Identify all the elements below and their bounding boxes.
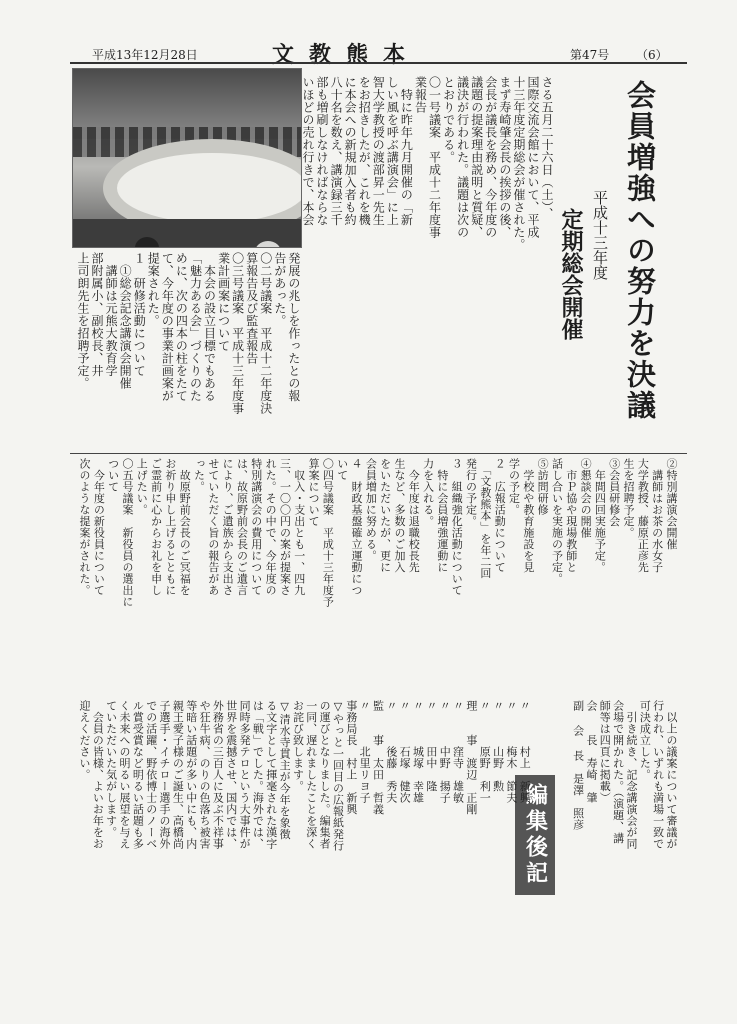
postscript-text-column: 師等は四頁に掲載） <box>598 700 612 804</box>
article-text-column: 生など、多数のご加入 <box>392 458 406 573</box>
page-number: （6） <box>636 48 668 62</box>
article-text-column: 部も増刷しなければならな <box>315 76 330 226</box>
article-text-column: 講師は元熊大教育学 <box>104 252 119 377</box>
article-text-column: 〇三号議案 平成十三年度事 <box>230 252 245 415</box>
postscript-text-column: 会員の皆様、よいお年をお <box>91 700 105 850</box>
article-text-column: 特に昨年九月開催の「新 <box>399 76 414 226</box>
officer-list-column: 監 事 太田 哲義 <box>371 700 385 815</box>
article-text-column: しい風を呼ぶ講演会」に上 <box>385 76 400 226</box>
article-text-column: 智大学教授の渡部昇一先生 <box>371 76 386 226</box>
article-text-column: 〇一号議案 平成十二年度事 <box>427 76 442 239</box>
article-text-column: 国際交流会館において、平成 <box>525 76 540 239</box>
postscript-text-column: 同時多発テロという大事件が <box>238 700 252 850</box>
article-text-column: 〇五号議案 新役員の選出に <box>120 458 134 608</box>
article-text-column: て、今年度の事業計画案が <box>160 252 175 402</box>
article-text-column: 生を招聘予定。 <box>622 458 636 539</box>
article-text-column: 話し合いを実施の予定。 <box>550 458 564 585</box>
postscript-text-column: く未来への明るい展望を与え <box>118 700 132 850</box>
article-text-column: ４ 財政基盤確立運動につ <box>350 458 364 596</box>
officer-list-column: 〃 原野 利一 <box>478 700 492 804</box>
article-text-column: せていただく旨の報告があ <box>206 458 220 596</box>
officer-list-column: 〃 梅木 節夫 <box>504 700 518 804</box>
article-text-column: 特に会員増強運動に <box>435 458 449 573</box>
article-text-column: に本会への新規加入者も約 <box>343 76 358 226</box>
header-rule <box>70 62 687 64</box>
article-text-column: ３ 組織強化活動について <box>450 458 464 596</box>
article-text-column: 会員増加に努める。 <box>364 458 378 562</box>
postscript-text-column: 行われ、いずれも満場一致で <box>651 700 665 850</box>
article-text-column: 学校や教育施設を見 <box>521 458 535 573</box>
article-text-column: 上げたい。 <box>135 458 149 516</box>
postscript-text-column: 引き続き、記念講演会が同 <box>624 700 638 850</box>
article-text-column: 今年度の新役員について <box>92 458 106 596</box>
article-text-column: ⑤訪問研修 <box>536 458 550 516</box>
article-subhead-year: 平成十三年度 <box>591 190 609 280</box>
officer-list-column: 理 事 渡辺 正剛 <box>464 700 478 815</box>
article-text-column: 年間四回実施予定。 <box>593 458 607 573</box>
postscript-text-column: る文字として揮毫された漢字 <box>264 700 278 850</box>
postscript-text-column: ていただいた気がします。 <box>104 700 118 838</box>
article-text-column: 算報告及び監査報告 <box>244 252 259 365</box>
article-text-column: れた。その中で、今年度の <box>264 458 278 596</box>
article-text-column: ④懇談会の開催 <box>579 458 593 539</box>
article-text-column: いて <box>335 458 349 481</box>
postscript-text-column: ▽清水寺貫主が今年を象徴 <box>278 700 292 840</box>
article-text-column: ついて <box>106 458 120 493</box>
article-text-column: 業報告 <box>413 76 428 114</box>
article-text-column: 講師はお茶の水女子 <box>650 458 664 573</box>
article-text-column: 次のような提案がされた。 <box>78 458 91 596</box>
article-text-column: 本会の設立目標でもある <box>202 252 217 402</box>
postscript-text-column: 以上の議案について審議が <box>665 700 678 850</box>
officer-list-column: 〃 田中 隆 <box>424 700 438 792</box>
article-text-column: 〇二号議案 平成十二年度決 <box>258 252 273 415</box>
article-text-column: は、故原野前会長のご遺言 <box>235 458 249 596</box>
article-text-column: 市Ｐ協や現場教師と <box>564 458 578 573</box>
postscript-text-column: ▽やっと一回目の広報紙発行 <box>331 700 345 852</box>
article-text-column: ③会員研修会 <box>607 458 621 527</box>
article-text-column: １ 研修活動について <box>132 252 147 377</box>
article-text-column: 上司朗先生を招聘予定。 <box>76 252 90 390</box>
article-text-column: 議決が行われた。議題は次の <box>455 76 470 239</box>
officer-list-column: 〃 北里リヨ子 <box>358 700 372 804</box>
article-text-column: 「魅力ある会」づくりのた <box>188 252 203 402</box>
postscript-text-column: での活躍、野依博士のノーベ <box>144 700 158 850</box>
article-text-column: まず寿崎肇会長の挨拶の後、 <box>497 76 512 239</box>
article-text-column: ２ 広報活動について <box>493 458 507 573</box>
officer-list-column: 〃 窪寺 雄敏 <box>451 700 465 804</box>
article-text-column: 業計画案について <box>216 252 231 352</box>
article-text-column: ①総会記念講演会開催 <box>118 252 133 390</box>
postscript-text-column: 会場で開かれた。（演題、講 <box>611 700 625 844</box>
postscript-text-column: 等暗い話題が多い中にも、内 <box>184 700 198 850</box>
newsletter-title: 文教熊本 <box>272 42 421 68</box>
postscript-text-column: ル賞受賞など明るい話題も多 <box>131 700 145 850</box>
postscript-text-column: 外務省の三百人に及ぶ不祥事 <box>211 700 225 850</box>
article-text-column: 告があった。 <box>272 252 287 327</box>
article-text-column: 大学教授、藤原正彦先 <box>636 458 650 573</box>
postscript-text-column: 子選手・イチロー選手の海外 <box>158 700 172 850</box>
postscript-text-column: 世界を震撼させ、国内では、 <box>224 700 238 850</box>
officer-list-column: 〃 石塚 健次 <box>398 700 412 804</box>
officer-list-column: 副 会 長 是澤 照彦 <box>571 700 585 831</box>
article-text-column: いほどの売れ行きで、本会 <box>300 76 315 226</box>
article-text-column: 収入・支出とも一、四九 <box>292 458 306 596</box>
officer-list-column: 〃 山野 勲 <box>491 700 505 792</box>
postscript-text-column: 一同、遅れましたことを深く <box>304 700 318 850</box>
article-text-column: 今年度は退職校長先 <box>407 458 421 573</box>
postscript-text-column: の運びとなりました。編集者 <box>318 700 332 850</box>
postscript-text-column: 可決成立した。 <box>638 700 652 781</box>
article-text-column: ②特別講演会開催 <box>665 458 678 550</box>
officer-list-column: 〃 城塚 幸雄 <box>411 700 425 804</box>
article-text-column: 発行の予定。 <box>464 458 478 527</box>
postscript-text-column: は「戦」でした。海外では、 <box>251 700 265 850</box>
issue-number: 第47号 <box>570 48 610 62</box>
article-text-column: 八十名を数え、講演録三千 <box>329 76 344 226</box>
article-text-column: 故原野前会長のご冥福を <box>178 458 192 596</box>
issue-date: 平成13年12月28日 <box>92 48 198 62</box>
postscript-text-column: や狂牛病、のりの色落ち被害 <box>198 700 212 850</box>
section-divider <box>70 453 687 454</box>
article-text-column: 〇四号議案 平成十三年度予 <box>321 458 335 608</box>
article-text-column: 三、一〇〇円の案が提案さ <box>278 458 292 596</box>
article-text-column: お祈り申し上げるとともに <box>163 458 177 596</box>
postscript-text-column: お詫び致します。 <box>291 700 305 792</box>
officer-list-column: 事務局長 村上 新興 <box>344 700 358 815</box>
article-text-column: とおりである。 <box>441 76 456 164</box>
article-text-column: めに、次の四本の柱をたて <box>174 252 189 402</box>
officer-list-column: 〃 後藤 秀夫 <box>384 700 398 804</box>
article-text-column: 学の予定。 <box>507 458 521 516</box>
article-text-column: 会長が議長を務め、今年度の <box>483 76 498 239</box>
article-text-column: 発展の兆しを作ったとの報 <box>286 252 301 402</box>
article-text-column: 特別講演会の費用について <box>249 458 263 596</box>
article-text-column: さる五月二十六日（土）、 <box>540 76 554 220</box>
article-text-column: をいただいたが、更に <box>378 458 392 573</box>
article-text-column: をお招きしたが、これを機 <box>357 76 372 226</box>
meeting-photo <box>72 68 302 248</box>
officer-list-column: 会 長 寿崎 肇 <box>584 700 598 804</box>
article-text-column: 力を入れる。 <box>421 458 435 527</box>
article-text-column: 部附属小、副校長、井 <box>90 252 105 377</box>
article-text-column: 「文教熊本」を年二回 <box>478 458 492 579</box>
article-text-column: により、ご遺族から支出さ <box>221 458 235 596</box>
article-text-column: 十三年度定期総会が催された。 <box>511 76 526 251</box>
postscript-text-column: 迎えください。 <box>78 700 91 781</box>
editor-postscript-badge: 編集後記 <box>515 775 555 895</box>
article-text-column: 提案された。 <box>146 252 161 327</box>
officer-list-column: 〃 村上 新興 <box>518 700 532 804</box>
postscript-text-column: 親王愛子様のご誕生、高橋尚 <box>171 700 185 850</box>
article-headline: 会員増強への努力を決議 <box>623 80 657 421</box>
article-text-column: 議題の提案理由説明と質疑、 <box>469 76 484 239</box>
article-subhead: 定期総会開催 <box>558 208 583 340</box>
article-text-column: 算案について <box>307 458 321 527</box>
article-text-column: ご霊前に心からお礼を申し <box>149 458 163 596</box>
article-text-column: った。 <box>192 458 206 493</box>
officer-list-column: 〃 中野 揚子 <box>438 700 452 804</box>
